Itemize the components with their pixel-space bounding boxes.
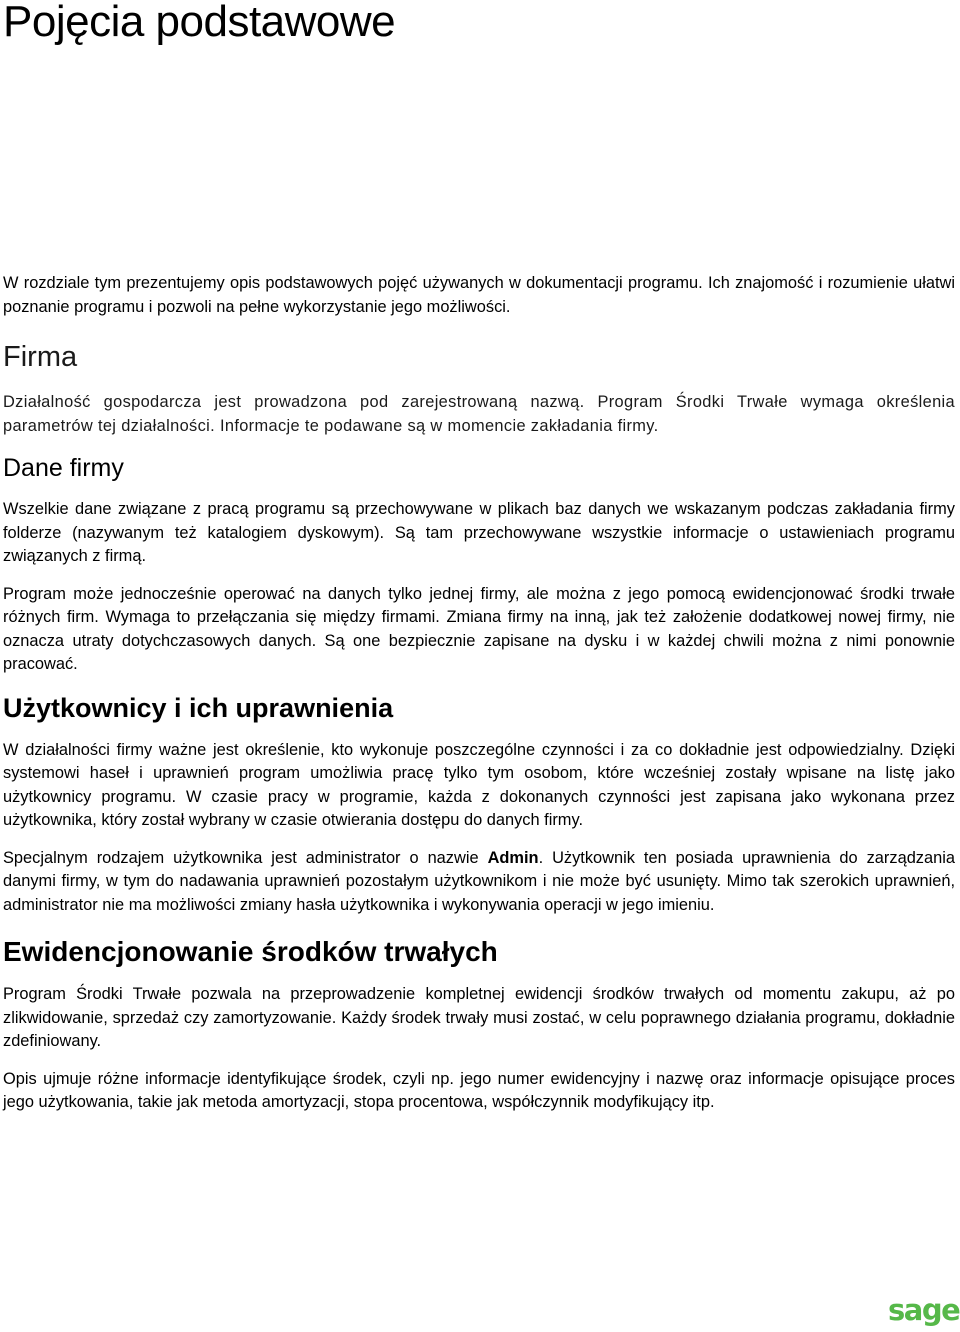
- uzytkownicy-text-after: . Użytkownik ten posiada uprawnienia do zarządzania danymi firmy, w tym do nadawania uprawnień pozostałym użytkownikom i nie może być usunięty. Mimo tak szerokich uprawnień, administrator nie ma możliwości zmiany hasła użytkownika i wykonywania operacji w jego imieniu.: [3, 848, 955, 914]
- page-title: Pojęcia podstawowe: [3, 0, 396, 46]
- ewidencjonowanie-paragraph-1: Program Środki Trwałe pozwala na przeprowadzenie kompletnej ewidencji środków trwałych od momentu zakupu, aż po zlikwidowanie, sprzedaż czy zamortyzowanie. Każdy środek trwały musi zostać, w celu poprawnego działania programu, dokładnie zdefiniowany.: [3, 985, 955, 1050]
- ewidencjonowanie-paragraph-2: Opis ujmuje różne informacje identyfikujące środek, czyli np. jego numer ewidencyjny i nazwę oraz informacje opisujące proces jego użytkowania, takie jak metoda amortyzacji, stopa procentowa, współczynnik modyfikujący itp.: [3, 1069, 955, 1111]
- section-heading-firma: Firma: [3, 341, 78, 373]
- dane-firmy-paragraph-1: Wszelkie dane związane z pracą programu są przechowywane w plikach baz danych we wskazanym podczas zakładania firmy folderze (nazywanym też katalogiem dyskowym). Są tam przechowywane wszystkie informacje o ustawieniach programu związanych z firmą.: [3, 500, 955, 565]
- section-heading-ewidencjonowanie: Ewidencjonowanie środków trwałych: [3, 936, 498, 967]
- intro-paragraph: W rozdziale tym prezentujemy opis podstawowych pojęć używanych w dokumentacji programu. Ich znajomość i rozumienie ułatwi poznanie programu i pozwoli na pełne wykorzystanie jego możliwości.: [3, 274, 955, 316]
- dane-firmy-paragraph-2: Program może jednocześnie operować na danych tylko jednej firmy, ale można z jego pomocą ewidencjonować środki trwałe różnych firm. Wymaga to przełączania się między firmami. Zmiana firmy na inną, jak też założenie dodatkowej nowej firmy, nie oznacza utraty dotychczasowych danych. Są one bezpiecznie zapisane na dysku i w każdej chwili można z nimi ponownie pracować.: [3, 584, 955, 673]
- uzytkownicy-paragraph-1: W działalności firmy ważne jest określenie, kto wykonuje poszczególne czynności i za co dokładnie jest odpowiedzialny. Dzięki systemowi haseł i uprawnień program umożliwia pracę tylko tym osobom, które wcześniej zostały wpisane na listę jako użytkownicy programu. W czasie pracy w programie, każda z dokonanych czynności jest zapisana jako wykonana przez użytkownika, który został wybrany w czasie otwierania dostępu do danych firmy.: [3, 740, 955, 829]
- uzytkownicy-paragraph-2: [3, 847, 955, 918]
- admin-name: Admin: [487, 848, 539, 867]
- sage-logo: sage: [888, 1293, 960, 1327]
- section-heading-uzytkownicy: Użytkownicy i ich uprawnienia: [3, 692, 394, 723]
- firma-paragraph: Działalność gospodarcza jest prowadzona pod zarejestrowaną nazwą. Program Środki Trwałe wymaga określenia parametrów tej działalności. Informacje te podawane są w momencie zakładania firmy.: [3, 393, 955, 435]
- uzytkownicy-text-before: Specjalnym rodzajem użytkownika jest administrator o nazwie: [3, 848, 488, 867]
- document-body: [3, 272, 955, 1129]
- section-heading-dane-firmy: Dane firmy: [3, 454, 124, 482]
